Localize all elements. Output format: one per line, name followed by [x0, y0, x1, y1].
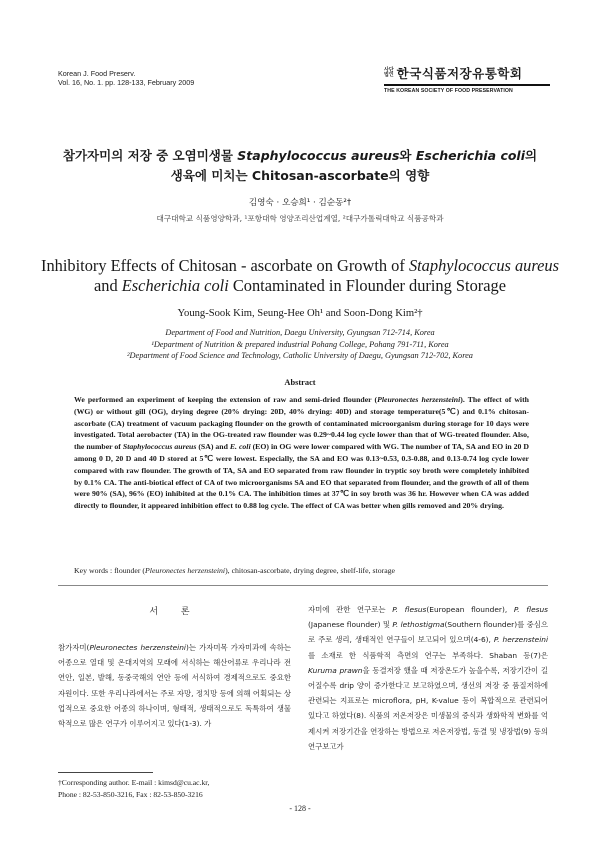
abstract-divider — [58, 585, 548, 586]
journal-name: Korean J. Food Preserv. — [58, 69, 136, 78]
korean-affiliations: 대구대학교 식품영양학과, ¹포항대학 영양조리산업계열, ²대구가톨릭대학교 식품공학과 — [156, 214, 444, 223]
society-divider — [384, 84, 550, 86]
page-number: - 128 - — [289, 804, 311, 813]
journal-volume: Vol. 16, No. 1. pp. 128-133, February 2009 — [58, 78, 195, 87]
abstract-heading: Abstract — [284, 378, 316, 387]
intro-right-column: 자미에 관한 연구로는 P. flesus(European flounder), P. flesus (Japanese flounder) 및 P. lethostigma(Southern flounder)를 중심으로 주로 생리, 생태적인 연구들이 보고되어 있으며(4-6), P. herzensteini를 소재로 한 식품학적 측면의 연구는 부족하다. Shaban 등(7)은 Kuruma prawn을 동결저장 했을 때 저장온도가 높을수록, 저장기간이 길어질수록 drip 양이 증가한다고 보고하였으며, 생선의 저장 중 품질저하에 관련되는 지표로는 microflora, pH, K-value 등이 복합적으로 관련되어 있다고 하였다(8). 식품의 저온저장은 미생물의 증식과 생화학적 변화를 억제시켜 저장기간을 연장하는 방법으로 저온저장법, 동결 및 냉장법(9) 등의 연구보고가 — [308, 605, 549, 751]
journal-citation — [58, 69, 194, 87]
footnote-divider — [58, 772, 153, 773]
society-mark: 사단 법인 — [384, 66, 394, 78]
keywords: Key words : flounder (Pleuronectes herzensteini), chitosan-ascorbate, drying degree, shelf-life, storage — [74, 566, 396, 575]
english-affiliations: Department of Food and Nutrition, Daegu University, Gyungsan 712-714, Korea ¹Department of Nutrition & prepared industrial Pohang College, Pohang 791-711, Korea ²Department of Food Science and Technology, Catholic University of Daegu, Gyungsan 712-702, Korea — [127, 328, 473, 360]
introduction-heading: 서 론 — [149, 607, 200, 617]
korean-authors: 김영숙 · 오승희¹ · 김순동²† — [248, 198, 352, 208]
corresponding-footnote: †Corresponding author. E-mail : kimsd@cu.ac.kr, Phone : 82-53-850-3216, Fax : 82-53-850-3216 — [58, 778, 210, 799]
society-name-kr: 한국식품저장유통학회 — [396, 66, 523, 81]
english-title: Inhibitory Effects of Chitosan - ascorbate on Growth of Staphylococcus aureus and Escherichia coli Contaminated in Flounder during Storage — [40, 256, 559, 295]
intro-left-column: 참가자미(Pleuronectes herzensteini)는 가자미목 가자미과에 속하는 어종으로 열대 및 온대지역의 모래에 서식하는 해산어류로 우리나라 전 연안, 일본, 발해, 동중국해의 연안 등에 서식하여 경제적으로도 중요한 자원이다. 또한 우리나라에서는 주로 자망, 정치망 등에 의해 어획되는 상업적으로 중요한 어종의 하나이며, 형태적, 생태적으로도 독특하여 생물학적으로 많은 연구가 이루어지고 있다(1-3). 가 — [58, 643, 291, 729]
abstract-body: We performed an experiment of keeping the extension of raw and semi-dried flounder (Pleuronectes herzensteini). The effect of with (WG) or without gill (OG), drying degree (20% drying: 20D, 40% drying: 40D) and storage temperature(5℃) and 0.1% chitosan-ascorbate (CA) treatment of vacuum packaging flounder on the growth of contaminated microorganism during storage for 10 days were investigated. Total aerobacter (TA) in the OG-treated raw flounder was 0.29~0.44 log cycle lower than that of WG-treated flounder. Also, the number of Staphylococcus aureus (SA) and E. coli (EO) in OG were lower compared with WG. The number of TA, SA and EO in 20 D among 0 D, 20 D and 40 D stored at 5℃ were lowest. Especially, the SA and EO was 0.13~0.53, 0.3-0.88, and 0.13-0.74 log cycle lower compared with raw flounder. The growth of TA, SA and EO separated from raw flounder in tryptic soy broth were completely inhibited by 0.1% CA. The anti-biotical effect of CA of two microorganisms SA and EO that separated from flounder, and the growth of all of them were 90% (SA), 96% (EO) inhibited at the 0.1% CA. The inhibition times at 37℃ in soy broth was 36 hr. However when CA was added directly to flounder, it appeared inhibition effect to 0.88 log cycle. The effect of CA was better when gills removed and 20% drying. — [74, 395, 529, 511]
society-name-en: THE KOREAN SOCIETY OF FOOD PRESERVATION — [384, 88, 513, 94]
korean-title: 참가자미의 저장 중 오염미생물 Staphylococcus aureus와 Escherichia coli의 생육에 미치는 Chitosan-ascorbate의 영향 — [62, 148, 538, 183]
society-logo — [384, 64, 550, 94]
english-authors: Young-Sook Kim, Seung-Hee Oh¹ and Soon-Dong Kim²† — [177, 308, 423, 319]
